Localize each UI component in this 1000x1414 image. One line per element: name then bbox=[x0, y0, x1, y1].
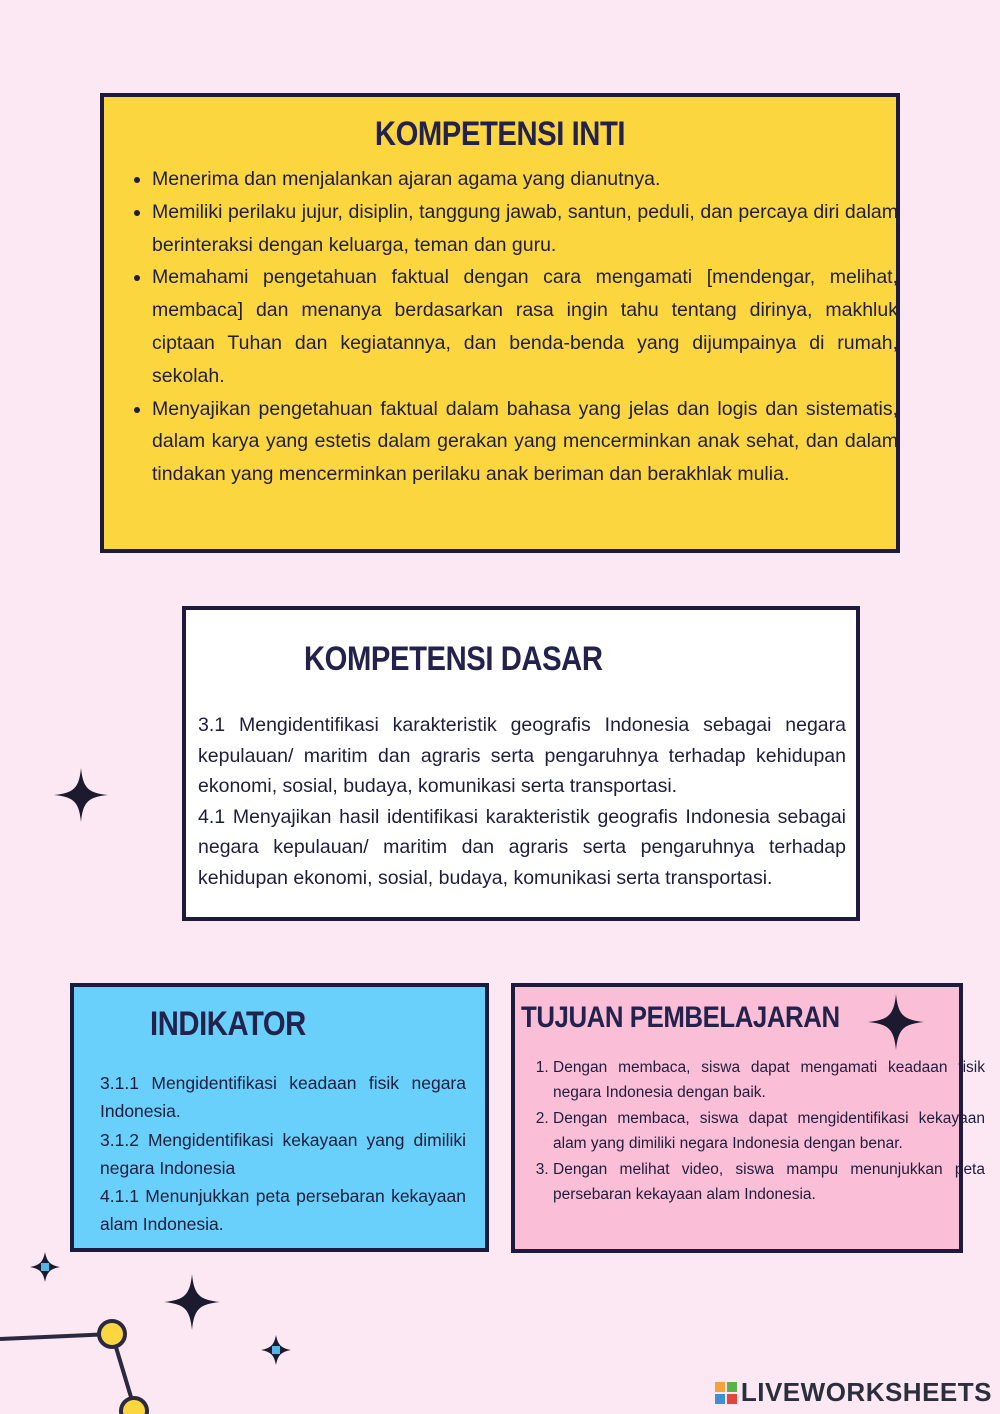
indikator-card bbox=[70, 983, 489, 1252]
tujuan-pembelajaran-title: TUJUAN PEMBELAJARAN bbox=[521, 1001, 840, 1034]
indikator-title: INDIKATOR bbox=[150, 1005, 306, 1043]
diamond-sparkle-icon bbox=[30, 1252, 60, 1282]
list-item: 2. Dengan membaca, siswa dapat mengidentifikasi kekayaan alam yang dimiliki negara Indonesia dengan benar. bbox=[553, 1106, 985, 1157]
sparkle-icon bbox=[868, 994, 924, 1050]
liveworksheets-badge-icon bbox=[715, 1382, 737, 1404]
list-item: 3.1.2 Mengidentifikasi kekayaan yang dimiliki negara Indonesia bbox=[100, 1129, 466, 1178]
list-item: • Memiliki perilaku jujur, disiplin, tanggung jawab, santun, peduli, dan percaya diri dalam berinteraksi dengan keluarga, teman dan guru. bbox=[152, 196, 898, 262]
tujuan-pembelajaran-list bbox=[523, 1055, 985, 1207]
list-item: 3. Dengan melihat video, siswa mampu menunjukkan peta persebaran kekayaan alam Indonesia. bbox=[553, 1157, 985, 1208]
list-item: 1. Dengan membaca, siswa dapat mengamati keadaan fisik negara Indonesia dengan baik. bbox=[553, 1055, 985, 1106]
list-item: 4.1 Menyajikan hasil identifikasi karakteristik geografis Indonesia sebagai negara kepulauan/ maritim dan agraris serta pengaruhnya terhadap kehidupan ekonomi, sosial, budaya, komunikasi serta transportasi. bbox=[198, 805, 846, 889]
kompetensi-dasar-title: KOMPETENSI DASAR bbox=[304, 640, 603, 678]
list-item: 4.1.1 Menunjukkan peta persebaran kekayaan alam Indonesia. bbox=[100, 1186, 466, 1235]
list-item: • Memahami pengetahuan faktual dengan cara mengamati [mendengar, melihat, membaca] dan menanya berdasarkan rasa ingin tahu tentang dirinya, makhluk ciptaan Tuhan dan kegiatannya, dan benda-benda yang dijumpainya di rumah, sekolah. bbox=[152, 261, 898, 392]
kompetensi-dasar-card bbox=[182, 606, 860, 921]
constellation-decoration bbox=[0, 1315, 170, 1414]
kompetensi-inti-card bbox=[100, 93, 900, 553]
sparkle-icon bbox=[164, 1274, 220, 1330]
kompetensi-dasar-body bbox=[198, 710, 846, 893]
kompetensi-inti-title: KOMPETENSI INTI bbox=[374, 115, 626, 153]
brand-text: LIVEWORKSHEETS bbox=[740, 1377, 992, 1407]
indikator-body bbox=[100, 1069, 466, 1239]
diamond-sparkle-icon bbox=[261, 1335, 291, 1365]
liveworksheets-logo bbox=[715, 1377, 992, 1408]
kompetensi-inti-list bbox=[126, 163, 898, 491]
list-item: • Menerima dan menjalankan ajaran agama yang dianutnya. bbox=[152, 163, 898, 196]
list-item: 3.1 Mengidentifikasi karakteristik geografis Indonesia sebagai negara kepulauan/ maritim dan agraris serta pengaruhnya terhadap kehidupan ekonomi, sosial, budaya, komunikasi serta transportasi. bbox=[198, 714, 846, 797]
list-item: 3.1.1 Mengidentifikasi keadaan fisik negara Indonesia. bbox=[100, 1073, 466, 1122]
list-item: • Menyajikan pengetahuan faktual dalam bahasa yang jelas dan logis dan sistematis, dalam karya yang estetis dalam gerakan yang mencerminkan anak sehat, dan dalam tindakan yang mencerminkan perilaku anak beriman dan berakhlak mulia. bbox=[152, 393, 898, 491]
sparkle-icon bbox=[54, 768, 108, 822]
